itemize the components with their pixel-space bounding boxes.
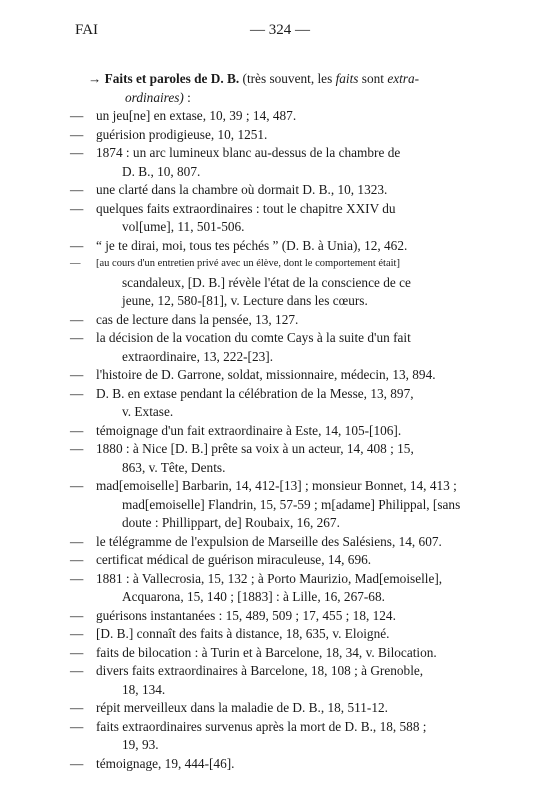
- list-item-text: quelques faits extraordinaires : tout le chapitre XXIV du: [96, 200, 396, 216]
- title-rest-2: sont: [358, 71, 388, 86]
- list-item-continued: vol[ume], 11, 501-506.: [122, 219, 245, 234]
- dash-marker: —: [70, 570, 84, 586]
- list-item: [70, 662, 480, 681]
- list-item-text: D. B. en extase pendant la célébration de la Messe, 13, 897,: [96, 385, 414, 401]
- list-item-text: mad[emoiselle] Barbarin, 14, 412-[13] ; monsieur Bonnet, 14, 413 ;: [96, 478, 457, 493]
- list-item-text: cas de lecture dans la pensée, 13, 127.: [96, 311, 299, 327]
- list-item: [70, 755, 480, 774]
- dash-marker: —: [70, 145, 84, 160]
- dash-marker: —: [70, 718, 84, 734]
- dash-marker: —: [70, 644, 84, 660]
- list-item-continued: 18, 134.: [122, 681, 166, 697]
- list-item-continued: 863, v. Tête, Dents.: [122, 459, 226, 475]
- list-item-text: témoignage d'un fait extraordinaire à Este, 14, 105-[106].: [96, 422, 402, 438]
- entry-list: [70, 107, 480, 773]
- list-item: [70, 366, 480, 385]
- list-item-text: certificat médical de guérison miraculeuse, 14, 696.: [96, 552, 372, 567]
- title-line2: :: [183, 89, 191, 105]
- entry-title-continued: [70, 89, 480, 108]
- list-item-continued: doute : Phillippart, de] Roubaix, 16, 267.: [122, 515, 340, 530]
- list-item: [70, 644, 480, 663]
- dash-marker: —: [70, 330, 84, 345]
- list-item-text: répit merveilleux dans la maladie de D. B., 18, 511-12.: [96, 700, 388, 715]
- list-item: [70, 255, 480, 274]
- title-bold: Faits et paroles de D. B.: [104, 71, 240, 86]
- list-item: [70, 385, 480, 404]
- list-item: [70, 625, 480, 644]
- dash-marker: —: [70, 237, 84, 253]
- list-item-continued: jeune, 12, 580-[81], v. Lecture dans les cœurs.: [122, 293, 368, 308]
- dash-marker: —: [70, 311, 84, 327]
- dash-marker: —: [70, 626, 84, 641]
- list-item-continued: scandaleux, [D. B.] révèle l'état de la conscience de ce: [122, 274, 411, 290]
- dash-marker: —: [70, 552, 84, 567]
- index-content: [70, 70, 480, 773]
- dash-marker: —: [70, 182, 84, 197]
- list-item-continued: Acquarona, 15, 140 ; [1883] : à Lille, 16, 267-68.: [122, 589, 385, 604]
- list-item-text: “ je te dirai, moi, tous tes péchés ” (D. B. à Unia), 12, 462.: [96, 237, 408, 253]
- list-item: [70, 144, 480, 163]
- dash-marker: —: [70, 478, 84, 493]
- dash-marker: —: [70, 385, 84, 401]
- list-item: [70, 699, 480, 718]
- list-item: [70, 107, 480, 126]
- list-item-text: [D. B.] connaît des faits à distance, 18, 635, v. Eloigné.: [96, 626, 390, 641]
- list-item: [70, 329, 480, 348]
- dash-marker: —: [70, 367, 84, 382]
- list-item: [70, 477, 480, 496]
- list-item-continued: D. B., 10, 807.: [122, 163, 201, 179]
- list-item-text: la décision de la vocation du comte Cays à la suite d'un fait: [96, 330, 411, 345]
- list-item: [70, 607, 480, 626]
- dash-marker: —: [70, 441, 84, 456]
- arrow-icon: →: [88, 71, 102, 86]
- list-item-text: un jeu[ne] en extase, 10, 39 ; 14, 487.: [96, 108, 297, 123]
- list-item: [70, 422, 480, 441]
- dash-marker: —: [70, 755, 84, 771]
- list-item-continued: v. Extase.: [122, 404, 174, 419]
- entry-title: [70, 70, 480, 89]
- list-item-text: l'histoire de D. Garrone, soldat, missionnaire, médecin, 13, 894.: [96, 367, 436, 382]
- list-item-text: divers faits extraordinaires à Barcelone, 18, 108 ; à Grenoble,: [96, 663, 424, 678]
- list-item-continued: extraordinaire, 13, 222-[23].: [122, 348, 274, 364]
- list-item-continued: 19, 93.: [122, 737, 159, 752]
- list-item-text: témoignage, 19, 444-[46].: [96, 755, 235, 771]
- list-item: [70, 181, 480, 200]
- list-item-text: le télégramme de l'expulsion de Marseille des Salésiens, 14, 607.: [96, 533, 442, 549]
- list-item: [70, 237, 480, 256]
- list-item: [70, 126, 480, 145]
- dash-marker: —: [70, 700, 84, 715]
- list-item: [70, 570, 480, 589]
- dash-marker: —: [70, 422, 84, 438]
- page-number: — 324 —: [250, 22, 310, 38]
- list-item: [70, 440, 480, 459]
- dash-marker: —: [70, 258, 81, 269]
- list-item: [70, 718, 480, 737]
- list-item: [70, 200, 480, 219]
- list-item-text: guérision prodigieuse, 10, 1251.: [96, 126, 268, 142]
- list-item-text: faits de bilocation : à Turin et à Barcelone, 18, 34, v. Bilocation.: [96, 644, 437, 660]
- list-item-continued: mad[emoiselle] Flandrin, 15, 57-59 ; m[adame] Philippal, [sans: [122, 496, 461, 512]
- title-italic-1: faits: [335, 71, 359, 86]
- title-italic-2: extra-: [387, 71, 420, 86]
- list-item: [70, 533, 480, 552]
- dash-marker: —: [70, 533, 84, 549]
- list-item-text: guérisons instantanées : 15, 489, 509 ; 17, 455 ; 18, 124.: [96, 607, 396, 623]
- list-item: [70, 551, 480, 570]
- list-item-text: 1874 : un arc lumineux blanc au-dessus de la chambre de: [96, 145, 401, 160]
- dash-marker: —: [70, 200, 84, 216]
- dash-marker: —: [70, 108, 84, 123]
- title-line2-italic: ordinaires): [125, 89, 184, 105]
- list-item-text: 1880 : à Nice [D. B.] prête sa voix à un acteur, 14, 408 ; 15,: [96, 441, 414, 456]
- list-item-text: faits extraordinaires survenus après la mort de D. B., 18, 588 ;: [96, 718, 427, 734]
- dash-marker: —: [70, 126, 84, 142]
- dash-marker: —: [70, 663, 84, 678]
- dash-marker: —: [70, 607, 84, 623]
- list-item-text: 1881 : à Vallecrosia, 15, 132 ; à Porto Maurizio, Mad[emoiselle],: [96, 570, 443, 586]
- title-rest-1: (très souvent, les: [239, 71, 336, 86]
- list-item-text: [au cours d'un entretien privé avec un élève, dont le comportement était]: [96, 258, 400, 269]
- list-item: [70, 311, 480, 330]
- running-head: FAI: [75, 22, 99, 38]
- list-item-text: une clarté dans la chambre où dormait D. B., 10, 1323.: [96, 182, 388, 197]
